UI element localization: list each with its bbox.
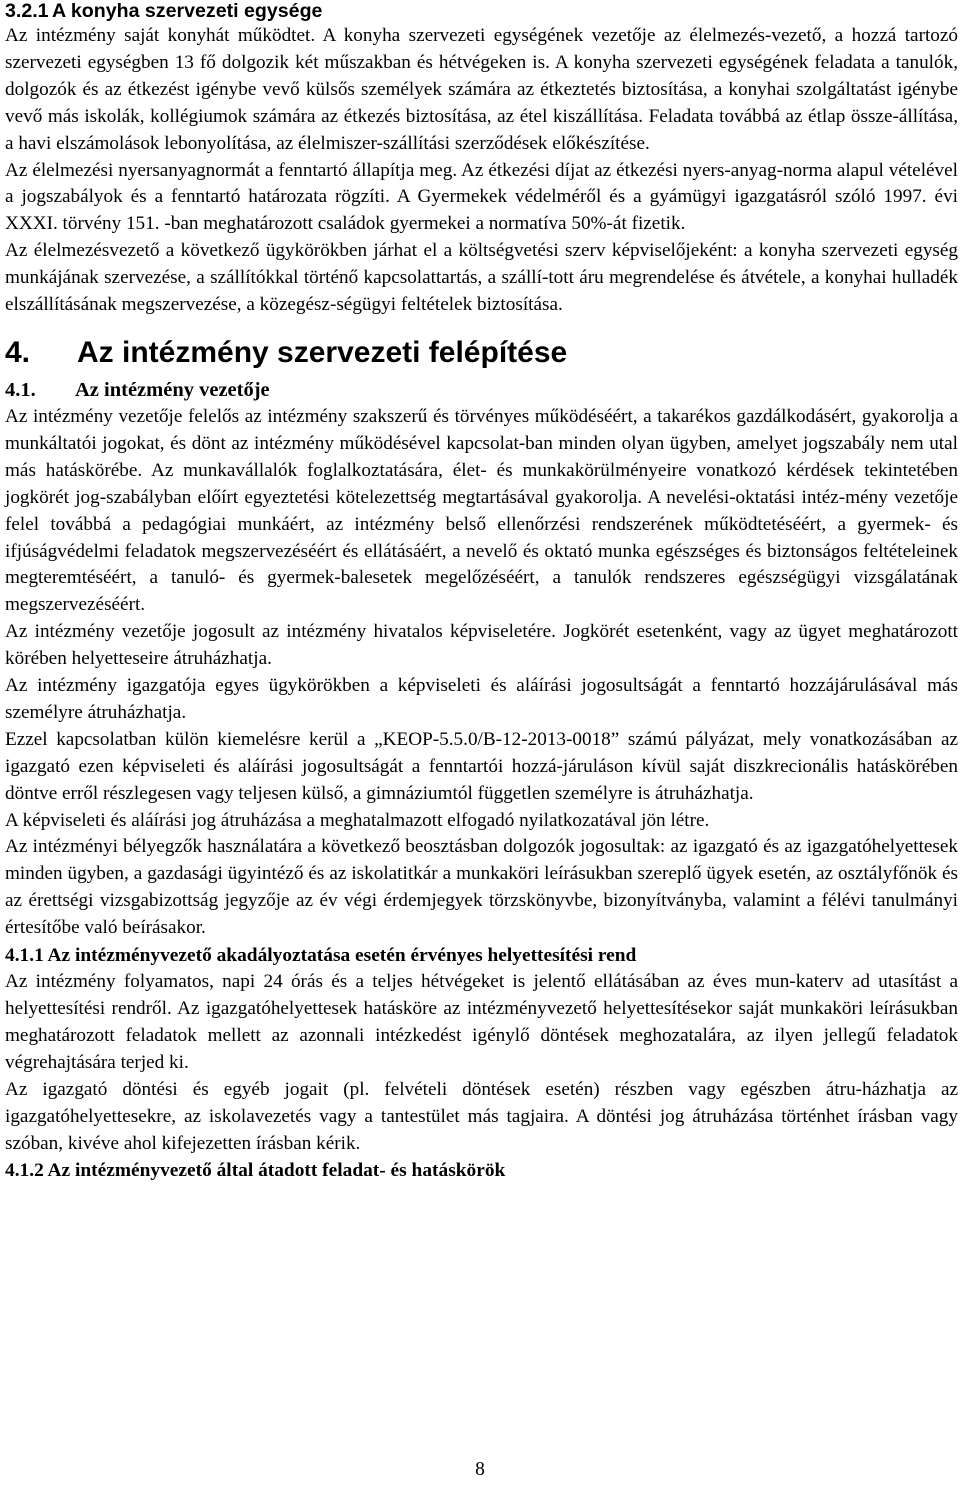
document-page [5,0,958,1184]
section-heading-4-1-1: 4.1.1 Az intézményvezető akadályoztatása esetén érvényes helyettesítési rend [5,945,637,967]
paragraph: Az intézmény folyamatos, napi 24 órás és a teljes hétvégeket is jelentő ellátásában az éves mun-katerv ad utasítást a helyettesítési rendről. Az igazgatóhelyettesek hatásköre az intézményvezető helyettesítésekor saját munkaköri leírásukban meghatározott feladatok mellett az azonnali intézkedést igénylő döntések meghozatalára, az ilyen jellegű feladatok végrehajtására terjed ki. [5,971,958,1073]
paragraph: Az intézmény vezetője felelős az intézmény szakszerű és törvényes működéséért, a takarékos gazdálkodásért, gyakorolja a munkáltatói jogokat, és dönt az intézmény működésével kapcsolat-ban minden olyan ügyben, amelyet jogszabály nem utal más hatáskörébe. Az munkavállalók foglalkoztatására, élet- és munkakörülményeire vonatkozó kérdések tekintetében jogkörét jog-szabályban előírt egyeztetési kötelezettség megtartásával gyakorolja. A nevelési-oktatási intéz-mény vezetője felel továbbá a pedagógiai munkáért, az intézmény belső ellenőrzési rendszerének működtetéséért, a gyermek- és ifjúságvédelmi feladatok megszervezéséért és ellátásáért, a nevelő és oktató munka egészséges és biztonságos feltételeinek megteremtéséért, a tanuló- és gyermek-balesetek megelőzéséért, a tanulók rendszeres egészségügyi vizsgálatának megszervezéséért. [5,405,958,616]
section-heading-4-1-2: 4.1.2 Az intézményvezető által átadott feladat- és hatáskörök [5,1160,506,1182]
paragraph: Az intézmény igazgatója egyes ügykörökben a képviseleti és aláírási jogosultságát a fenntartó hozzájárulásával más személyre átruházhatja. [5,675,958,723]
paragraph: Az intézményi bélyegzők használatára a következő beosztásban dolgozók jogosultak: az igazgató és az igazgatóhelyettesek minden ügyben, a gazdasági ügyintéző és az iskolatitkár a munkaköri leírásukban szereplő ügyek esetén, az osztályfőnök és az érettségi vizsgabizottság jegyzője az év végi érdemjegyek törzskönyvbe, bizonyítványba, valamint a félévi tanulmányi értesítőbe való beírásakor. [5,836,958,939]
section-title: Az intézmény vezetője [75,378,270,401]
paragraph: Ezzel kapcsolatban külön kiemelésre kerül a „KEOP-5.5.0/B-12-2013-0018” számú pályázat, mely vonatkozásában az igazgató ezen képviseleti és aláírási jogosultságát a fenntartói hozzá-járuláson kívül saját diszkrecionális hatáskörében döntve erről részlegesen vagy teljesen külső, a gimnáziumtól független személyre is átruházhatja. [5,728,958,804]
paragraph: Az igazgató döntési és egyéb jogait (pl. felvételi döntések esetén) részben vagy egészben átru-házhatja az igazgatóhelyettesekre, az iskolavezetés vagy a tantestület más tagjaira. A döntési jog átruházása történhet írásban vagy szóban, kivéve ahol kifejezetten írásban kérik. [5,1078,958,1154]
paragraph: Az élelmezési nyersanyagnormát a fenntartó állapítja meg. Az étkezési díjat az étkezési nyers-anyag-norma alapul vételével a jogszabályok és a fenntartó határozata rögzíti. A Gyermekek védelméről és a gyámügyi igazgatásról szóló 1997. évi XXXI. törvény 151. -ban meghatározott családok gyermekei a normatíva 50%-át fizetik. [5,159,958,235]
chapter-number: 4. [5,335,31,369]
section-heading-4-1 [5,376,958,404]
paragraph: Az intézmény saját konyhát működtet. A konyha szervezeti egységének vezetője az élelmezés-vezető, a hozzá tartozó szervezeti egységben 13 fő dolgozik két műszakban és hétvégeken is. A konyha szervezeti egységének feladata a tanulók, dolgozók és az étkezést igénybe vevő külsős személyek számára az étkeztetés biztosítása, a konyhai szolgáltatást igénybe vevő más iskolák, kollégiumok számára az étkezés biztosítása, az étel kiszállítása. Feladata továbbá az étlap össze-állítása, a havi elszámolások lebonyolítása, az élelmiszer-szállítási szerződések előkészítése. [5,25,958,154]
chapter-heading-4 [5,333,958,373]
section-heading-3-2-1 [5,0,958,23]
paragraph: Az élelmezésvezető a következő ügykörökben járhat el a költségvetési szerv képviselőjeként: a konyha szervezeti egység munkájának szervezése, a szállítókkal történő kapcsolattartás, a szállí-tott áru megrendelése és átvétele, a konyhai hulladék elszállításának megszervezése, a közegész-ségügyi feltételek biztosítása. [5,240,958,316]
paragraph: A képviseleti és aláírási jog átruházása a meghatalmazott elfogadó nyilatkozatával jön létre. [5,809,710,831]
paragraph: Az intézmény vezetője jogosult az intézmény hivatalos képviseletére. Jogkörét esetenként, vagy az ügyet meghatározott körében helyetteseire átruházhatja. [5,621,958,670]
section-title: A konyha szervezeti egysége [52,0,323,22]
chapter-title: Az intézmény szervezeti felépítése [77,335,568,369]
section-number: 4.1. [5,378,36,401]
section-number: 3.2.1 [5,0,49,22]
page-number: 8 [475,1459,485,1480]
